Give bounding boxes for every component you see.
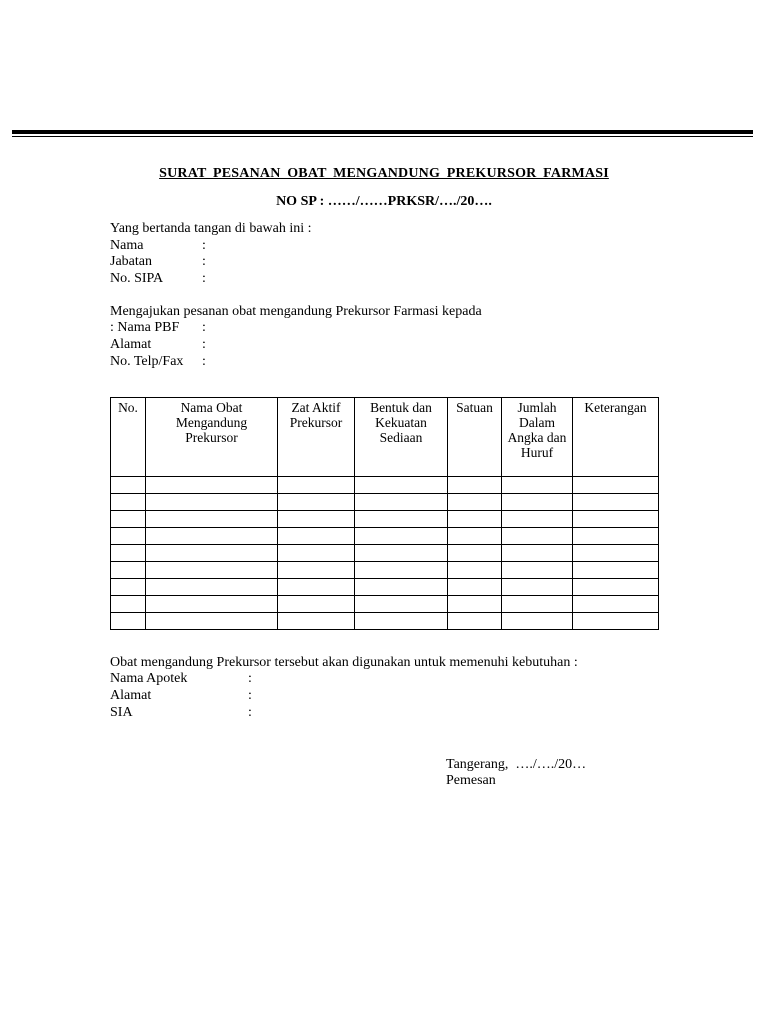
table-cell [448,528,502,545]
table-cell [448,596,502,613]
signer-name-colon: : [202,238,206,253]
col-header-drug-name: Nama Obat Mengandung Prekursor [146,398,278,477]
table-row [111,494,659,511]
table-cell [502,596,573,613]
signer-sipa-label: No. SIPA [110,271,164,286]
supplier-pbf-label: : Nama PBF [110,320,180,335]
table-cell [111,477,146,494]
table-cell [111,545,146,562]
table-row [111,562,659,579]
col-header-quantity: Jumlah Dalam Angka dan Huruf [502,398,573,477]
table-cell [448,562,502,579]
supplier-address-label: Alamat [110,337,152,352]
table-cell [278,579,355,596]
table-cell [111,596,146,613]
table-cell [448,613,502,630]
table-cell [502,511,573,528]
table-row [111,477,659,494]
table-cell [278,545,355,562]
supplier-phone-colon: : [202,354,206,369]
table-cell [502,562,573,579]
table-row [111,596,659,613]
signer-intro: Yang bertanda tangan di bawah ini : [110,221,312,236]
table-cell [448,545,502,562]
document-title: SURAT PESANAN OBAT MENGANDUNG PREKURSOR FARMASI [159,166,609,181]
table-cell [278,562,355,579]
usage-address-colon: : [248,688,252,703]
table-cell [111,494,146,511]
table-cell [573,477,659,494]
supplier-pbf-colon: : [202,320,206,335]
table-cell [355,528,448,545]
table-cell [573,528,659,545]
table-cell [573,545,659,562]
table-cell [111,528,146,545]
table-cell [146,596,278,613]
col-header-active-substance: Zat Aktif Prekursor [278,398,355,477]
table-cell [573,562,659,579]
table-cell [355,477,448,494]
table-cell [355,596,448,613]
table-cell [278,528,355,545]
table-cell [146,579,278,596]
table-row [111,528,659,545]
table-cell [278,613,355,630]
signer-sipa-colon: : [202,271,206,286]
table-cell [502,545,573,562]
table-cell [355,562,448,579]
supplier-address-colon: : [202,337,206,352]
order-number: NO SP : ……/……PRKSR/…./20…. [276,194,492,209]
signer-position-colon: : [202,254,206,269]
supplier-intro: Mengajukan pesanan obat mengandung Prekursor Farmasi kepada [110,304,482,319]
order-table-body [111,477,659,630]
usage-sia-label: SIA [110,705,133,720]
usage-pharmacy-label: Nama Apotek [110,671,188,686]
table-cell [278,494,355,511]
table-cell [111,579,146,596]
table-cell [111,562,146,579]
table-cell [502,613,573,630]
table-cell [355,613,448,630]
col-header-remarks: Keterangan [573,398,659,477]
table-cell [573,579,659,596]
table-cell [146,545,278,562]
signer-name-label: Nama [110,238,144,253]
usage-address-label: Alamat [110,688,152,703]
table-cell [448,579,502,596]
table-cell [502,477,573,494]
table-cell [355,545,448,562]
header-rule-thin [12,136,753,137]
table-cell [448,477,502,494]
table-cell [573,494,659,511]
usage-intro: Obat mengandung Prekursor tersebut akan digunakan untuk memenuhi kebutuhan : [110,655,578,670]
table-cell [111,613,146,630]
table-cell [355,511,448,528]
usage-sia-colon: : [248,705,252,720]
col-header-unit: Satuan [448,398,502,477]
table-cell [502,494,573,511]
table-cell [573,511,659,528]
table-cell [573,596,659,613]
col-header-no: No. [111,398,146,477]
table-cell [573,613,659,630]
table-row [111,579,659,596]
signature-place-date: Tangerang, …./…./20… [446,757,587,772]
table-cell [448,494,502,511]
table-cell [146,494,278,511]
table-cell [278,511,355,528]
table-cell [278,477,355,494]
header-rule-thick [12,130,753,134]
table-cell [502,528,573,545]
table-header-row [111,398,659,477]
table-row [111,511,659,528]
table-cell [146,511,278,528]
usage-pharmacy-colon: : [248,671,252,686]
table-row [111,545,659,562]
signature-role: Pemesan [446,773,496,788]
table-cell [502,579,573,596]
table-cell [355,494,448,511]
table-cell [111,511,146,528]
col-header-form-strength: Bentuk dan Kekuatan Sediaan [355,398,448,477]
table-cell [146,477,278,494]
table-cell [448,511,502,528]
table-row [111,613,659,630]
supplier-phone-label: No. Telp/Fax [110,354,184,369]
table-cell [146,562,278,579]
signer-position-label: Jabatan [110,254,152,269]
table-cell [278,596,355,613]
order-table [110,397,659,630]
table-cell [146,528,278,545]
table-cell [146,613,278,630]
table-cell [355,579,448,596]
